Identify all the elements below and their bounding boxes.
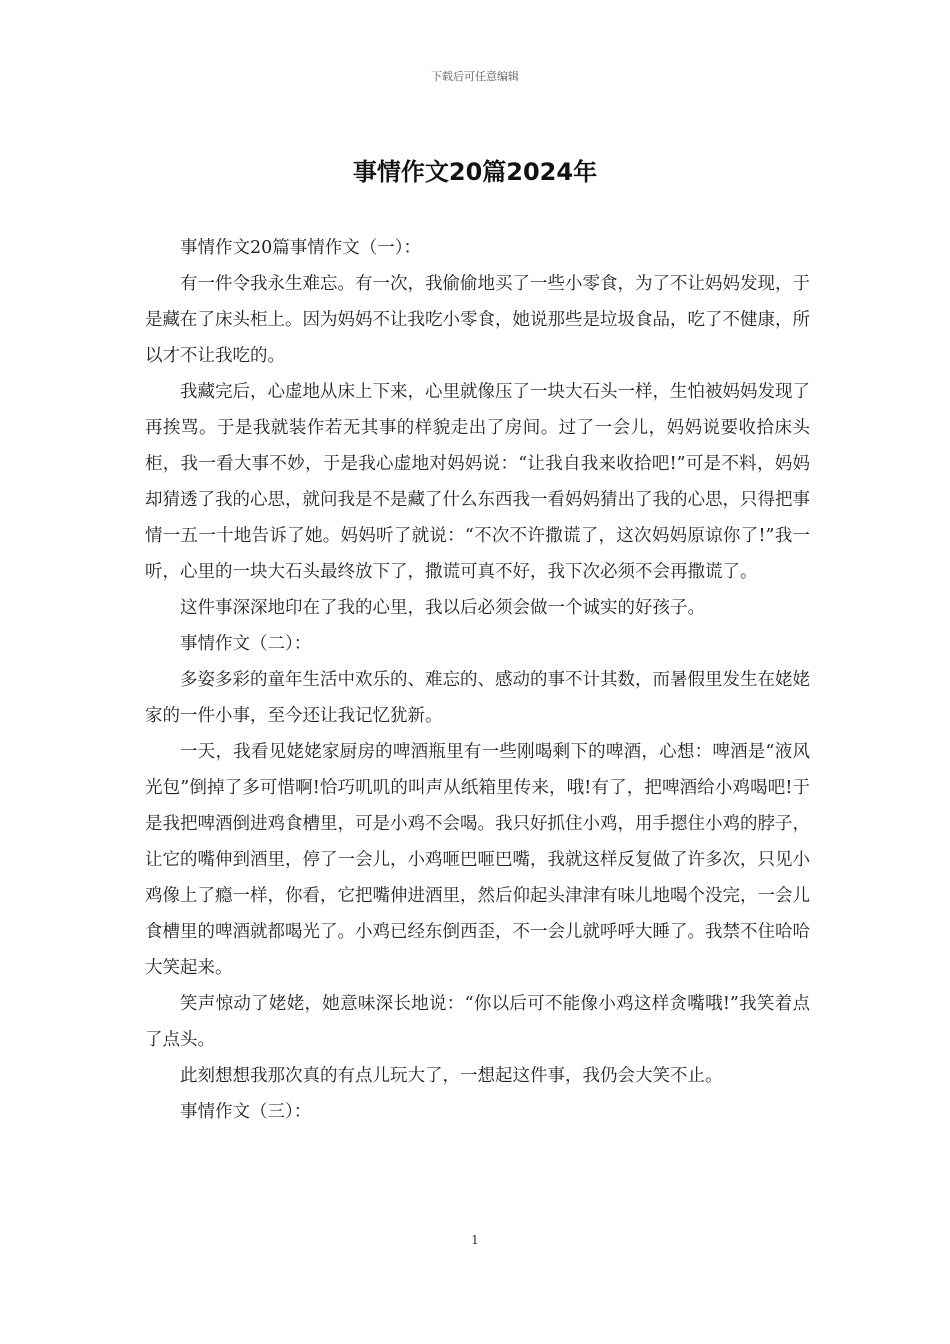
page-number: 1: [471, 1233, 479, 1247]
paragraph: 一天，我看见姥姥家厨房的啤酒瓶里有一些刚喝剩下的啤酒，心想：啤酒是“液风光包”倒掉了多可惜啊!恰巧叽叽的叫声从纸箱里传来，哦!有了，把啤酒给小鸡喝吧!于是我把啤酒倒进鸡食槽里，可是小鸡不会喝。我只好抓住小鸡，用手摁住小鸡的脖子，让它的嘴伸到酒里，停了一会儿，小鸡咂巴咂巴嘴，我就这样反复做了许多次，只见小鸡像上了瘾一样，你看，它把嘴伸进酒里，然后仰起头津津有味儿地喝个没完，一会儿食槽里的啤酒就都喝光了。小鸡已经东倒西歪，不一会儿就呼呼大睡了。我禁不住哈哈大笑起来。: [145, 742, 810, 978]
paragraph: 事情作文20篇事情作文（一）：: [180, 238, 422, 258]
paragraph: 多姿多彩的童年生活中欢乐的、难忘的、感动的事不计其数，而暑假里发生在姥姥家的一件小事，至今还让我记忆犹新。: [145, 670, 810, 726]
paragraph: 此刻想想我那次真的有点儿玩大了，一想起这件事，我仍会大笑不止。: [180, 1066, 723, 1086]
paragraph: 事情作文（三）：: [180, 1102, 312, 1122]
document-body: [145, 230, 810, 1130]
document-title: 事情作文20篇2024年: [352, 158, 598, 186]
paragraph: 这件事深深地印在了我的心里，我以后必须会做一个诚实的好孩子。: [180, 598, 705, 618]
paragraph: 笑声惊动了姥姥，她意味深长地说：“你以后可不能像小鸡这样贪嘴哦!”我笑着点了点头。: [145, 994, 810, 1050]
page-header: 下载后可任意编辑: [431, 70, 519, 83]
paragraph: 有一件令我永生难忘。有一次，我偷偷地买了一些小零食，为了不让妈妈发现，于是藏在了床头柜上。因为妈妈不让我吃小零食，她说那些是垃圾食品，吃了不健康，所以才不让我吃的。: [145, 274, 810, 366]
paragraph: 事情作文（二）：: [180, 634, 312, 654]
paragraph: 我藏完后，心虚地从床上下来，心里就像压了一块大石头一样，生怕被妈妈发现了再挨骂。于是我就装作若无其事的样貌走出了房间。过了一会儿，妈妈说要收拾床头柜，我一看大事不妙，于是我心虚地对妈妈说：“让我自我来收拾吧!”可是不料，妈妈却猜透了我的心思，就问我是不是藏了什么东西我一看妈妈猜出了我的心思，只得把事情一五一十地告诉了她。妈妈听了就说：“不次不许撒谎了，这次妈妈原谅你了!”我一听，心里的一块大石头最终放下了，撒谎可真不好，我下次必须不会再撒谎了。: [145, 382, 810, 582]
